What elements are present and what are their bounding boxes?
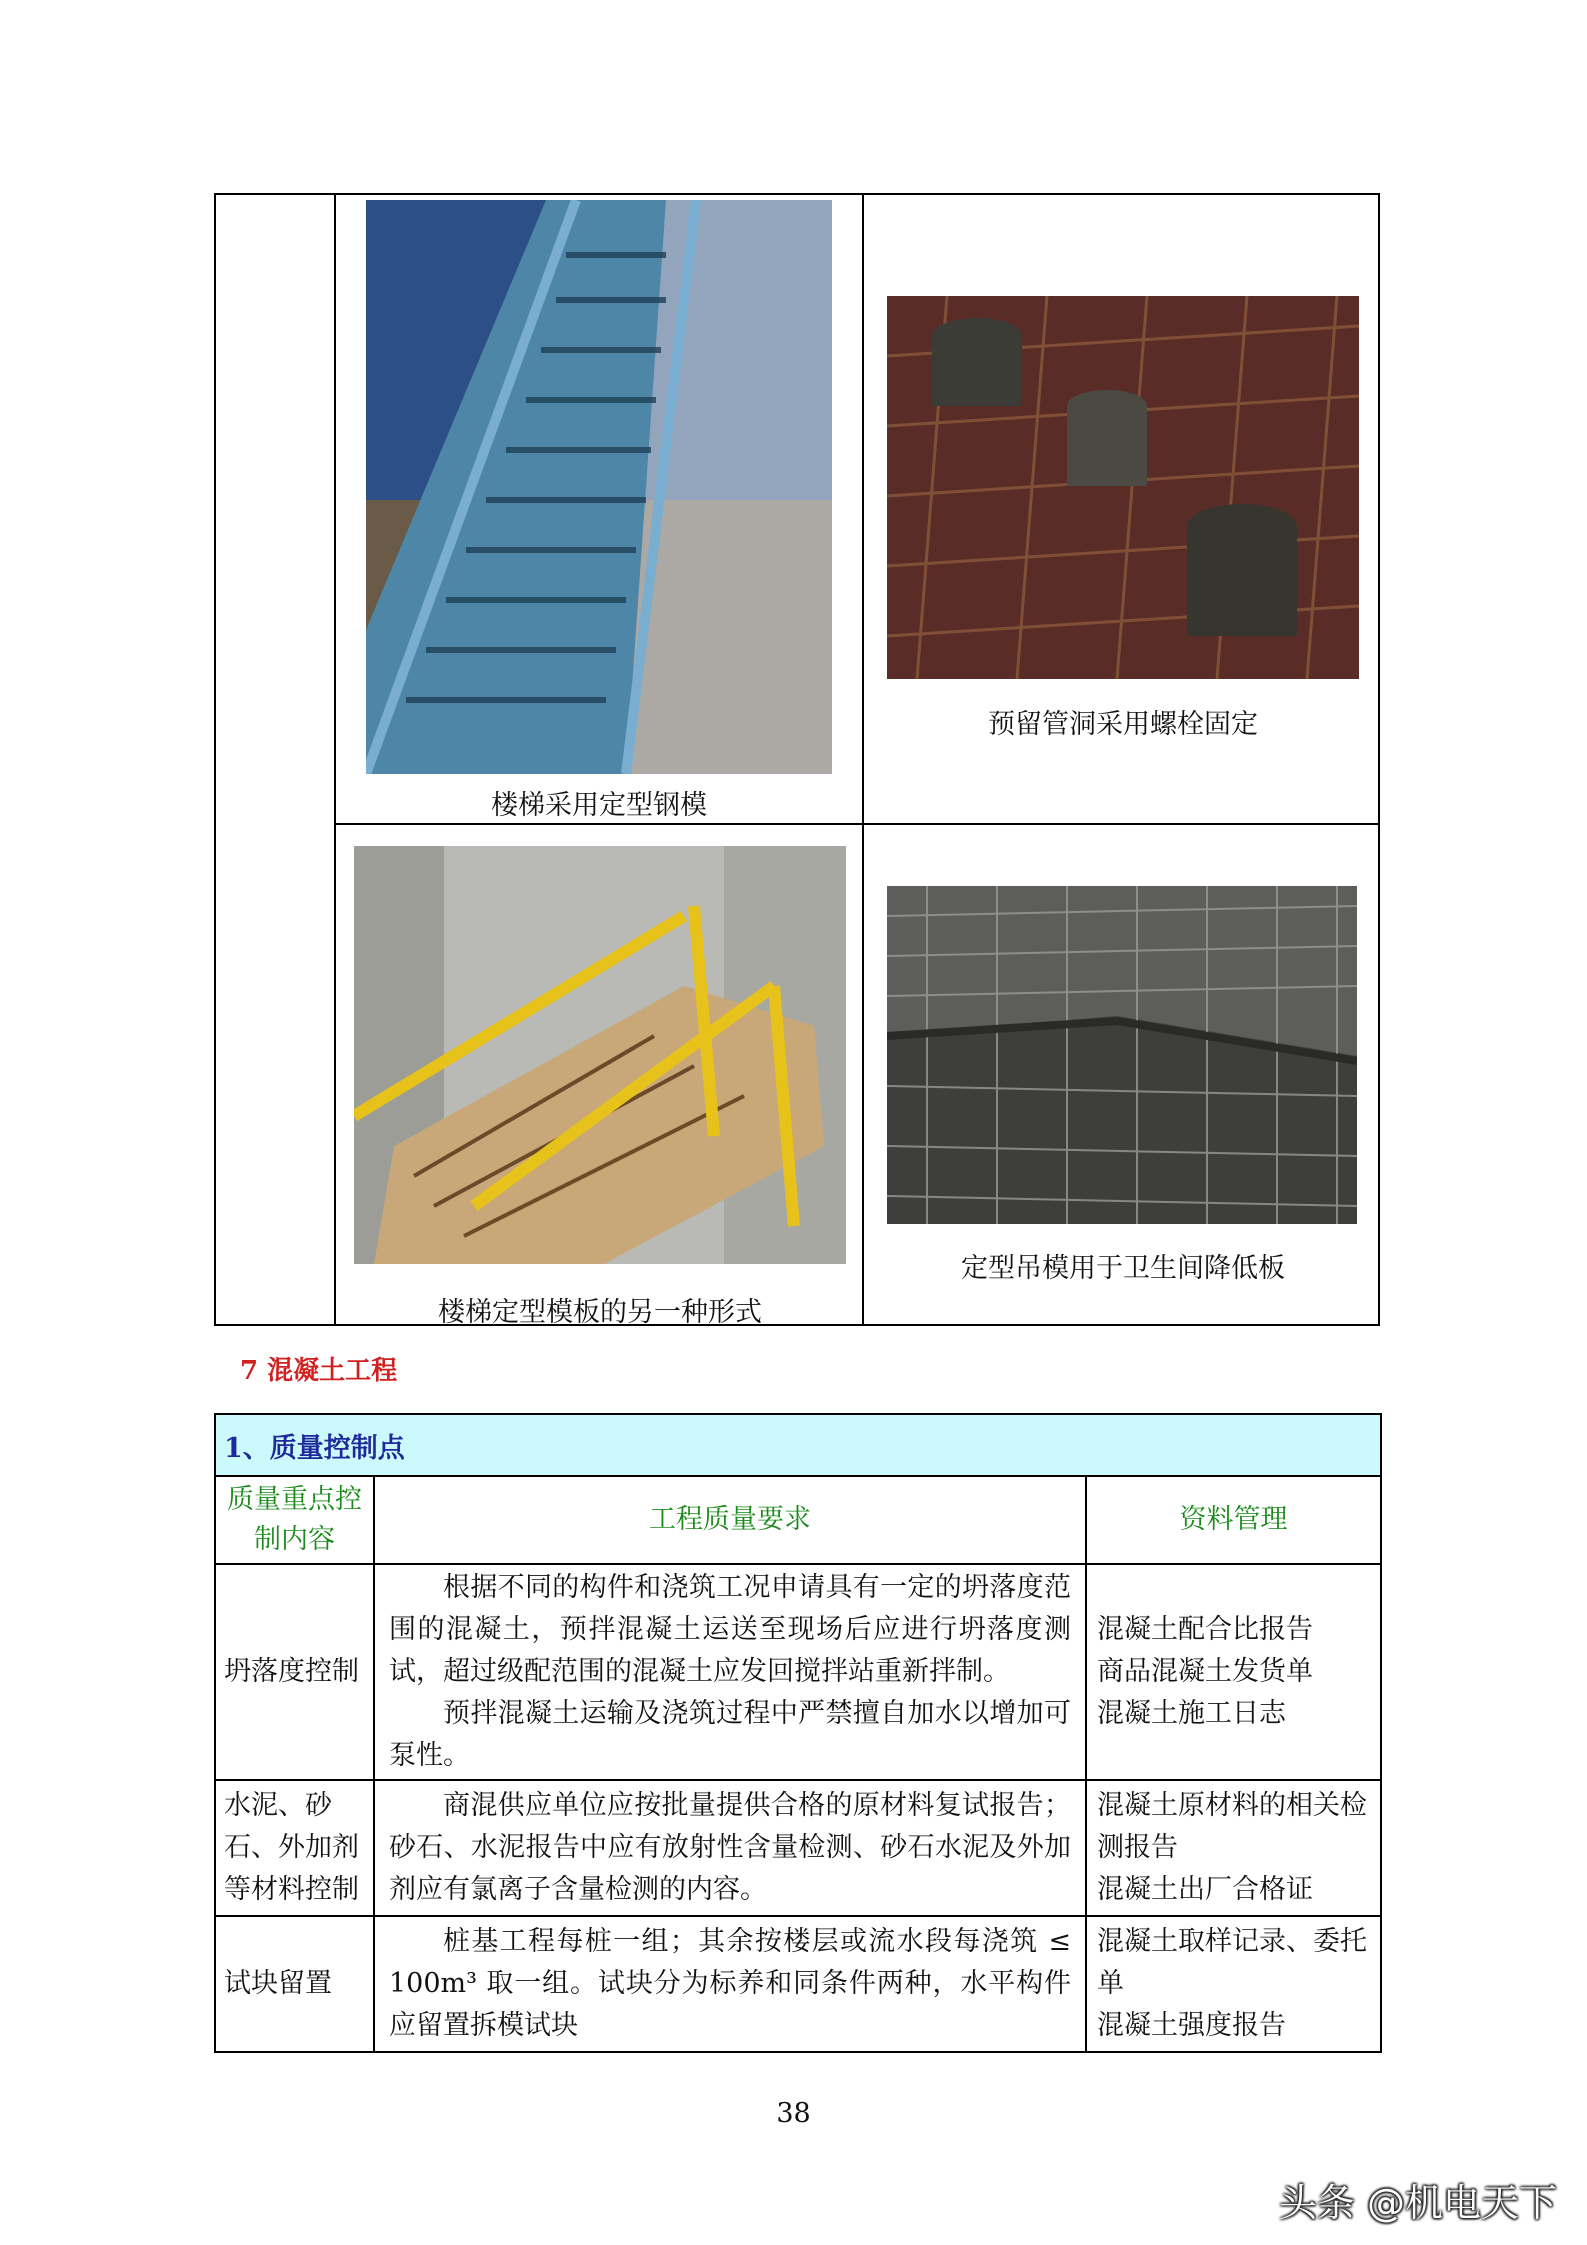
- row-item: 试块留置: [215, 1916, 374, 2052]
- table-row: [215, 1564, 1381, 1780]
- row-item: 水泥、砂石、外加剂等材料控制: [215, 1780, 374, 1916]
- quality-control-table: [214, 1413, 1382, 2053]
- section-heading: 7 混凝土工程: [240, 1356, 398, 1386]
- document-item: 混凝土配合比报告: [1097, 1614, 1313, 1645]
- photo-grid-horizontal-divider: [336, 823, 1380, 825]
- photo-grid-empty-column: [216, 195, 336, 1324]
- document-item: 混凝土强度报告: [1097, 2010, 1286, 2041]
- document-item: 混凝土原材料的相关检测报告: [1097, 1790, 1367, 1863]
- stair-timber-formwork-photo: [354, 846, 846, 1264]
- stair-steel-formwork-photo: [366, 200, 832, 774]
- bolt-sleeve-photo: [887, 296, 1359, 679]
- qc-header-documents: 资料管理: [1086, 1476, 1381, 1564]
- requirement-paragraph: 桩基工程每桩一组；其余按楼层或流水段每浇筑 ≤ 100m³ 取一组。试块分为标养和同条件两种，水平构件应留置拆模试块: [389, 1926, 1071, 2041]
- requirement-paragraph: 商混供应单位应按批量提供合格的原材料复试报告；砂石、水泥报告中应有放射性含量检测、砂石水泥及外加剂应有氯离子含量检测的内容。: [389, 1790, 1071, 1905]
- qc-header-control-item: 质量重点控制内容: [215, 1476, 374, 1564]
- row-documents: [1086, 1780, 1381, 1916]
- requirement-paragraph: 根据不同的构件和浇筑工况申请具有一定的坍落度范围的混凝土，预拌混凝土运送至现场后应进行坍落度测试，超过级配范围的混凝土应发回搅拌站重新拌制。: [389, 1572, 1071, 1687]
- table-row: [215, 1780, 1381, 1916]
- page-number: 38: [776, 2098, 811, 2129]
- document-item: 商品混凝土发货单: [1097, 1656, 1313, 1687]
- row-item: 坍落度控制: [215, 1564, 374, 1780]
- watermark: 头条 @机电天下: [1278, 2181, 1557, 2225]
- stair-timber-formwork-caption: 楼梯定型模板的另一种形式: [438, 1297, 762, 1328]
- stair-steel-formwork-caption: 楼梯采用定型钢模: [491, 790, 707, 821]
- document-item: 混凝土取样记录、委托单: [1097, 1926, 1367, 1999]
- row-documents: [1086, 1564, 1381, 1780]
- row-requirements: [374, 1916, 1086, 2052]
- row-requirements: [374, 1564, 1086, 1780]
- row-documents: [1086, 1916, 1381, 2052]
- bolt-sleeve-caption: 预留管洞采用螺栓固定: [988, 709, 1258, 740]
- qc-table-title: 1、质量控制点: [215, 1414, 1381, 1476]
- table-row: [215, 1916, 1381, 2052]
- requirement-paragraph: 预拌混凝土运输及浇筑过程中严禁擅自加水以增加可泵性。: [389, 1698, 1071, 1771]
- hanging-formwork-caption: 定型吊模用于卫生间降低板: [961, 1253, 1285, 1284]
- hanging-formwork-photo: [887, 886, 1357, 1224]
- document-item: 混凝土出厂合格证: [1097, 1874, 1313, 1905]
- photo-grid-vertical-divider: [862, 195, 864, 1324]
- qc-header-requirements: 工程质量要求: [374, 1476, 1086, 1564]
- row-requirements: [374, 1780, 1086, 1916]
- document-item: 混凝土施工日志: [1097, 1698, 1286, 1729]
